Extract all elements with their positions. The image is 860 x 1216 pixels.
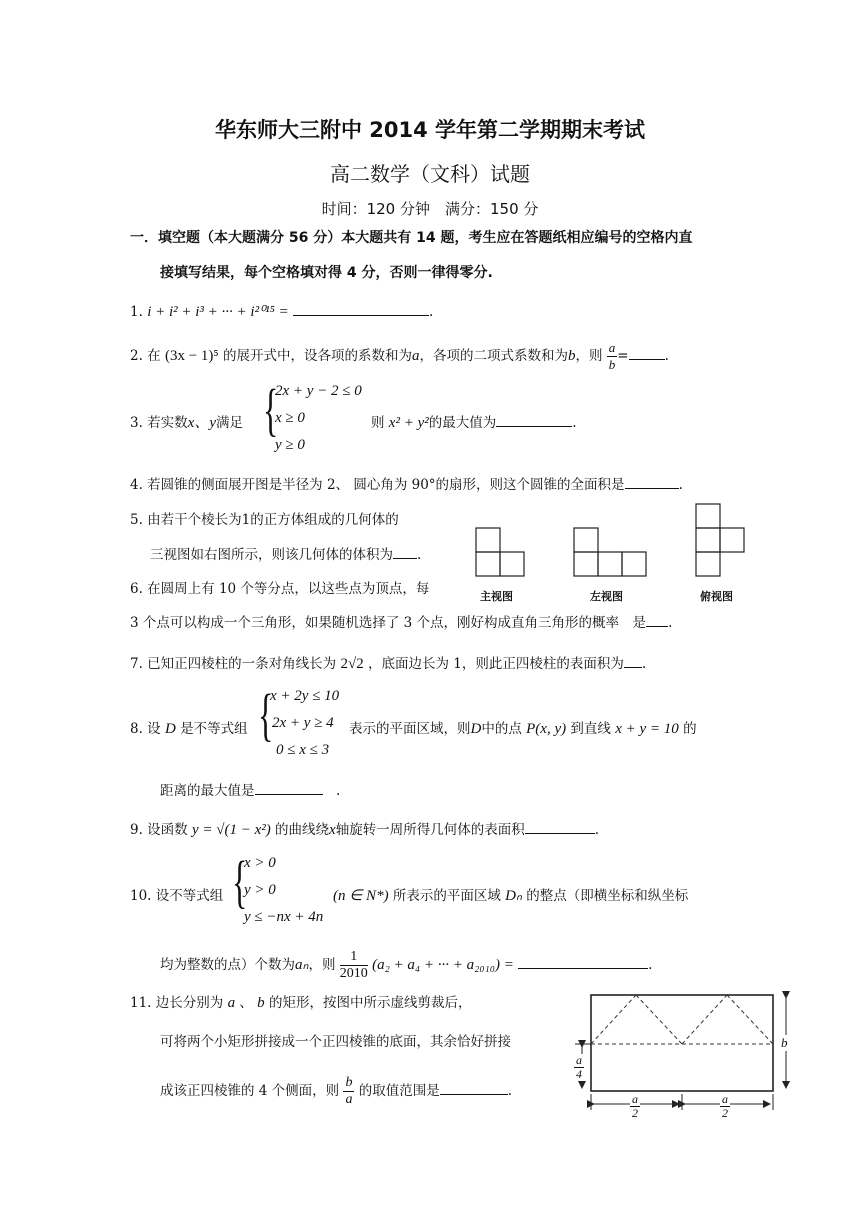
left-view-cell bbox=[622, 552, 646, 576]
answer-blank-4[interactable] bbox=[625, 474, 679, 489]
question-11-line3: 成该正四棱锥的 4 个侧面，则 $\frac{b}{a}$ 的取值范围是 . bbox=[160, 1075, 513, 1107]
time-info: 时间：120 分钟 满分：150 分 bbox=[321, 200, 539, 218]
question-3-tail: 则 x² + y²的最大值为 . bbox=[371, 411, 577, 432]
label-b: b bbox=[781, 1035, 788, 1050]
top-view-cell bbox=[696, 552, 720, 576]
front-view-cell bbox=[476, 552, 500, 576]
question-3-label: 3. 若实数x、y满足 bbox=[130, 415, 243, 431]
answer-blank-1[interactable] bbox=[293, 301, 429, 316]
answer-blank-5[interactable] bbox=[393, 544, 417, 559]
question-10-tail: (n ∈ N*) 所表示的平面区域 Dₙ 的整点（即横坐标和纵坐标 bbox=[333, 888, 689, 904]
fraction-a-over-b: $\frac{a}{b}$ bbox=[608, 340, 616, 372]
outer-rectangle bbox=[591, 995, 773, 1091]
answer-blank-3[interactable] bbox=[496, 412, 572, 427]
system-brace-10: { bbox=[232, 849, 248, 914]
top-view-cell bbox=[696, 504, 720, 528]
section-heading-line2: 接填写结果，每个空格填对得 4 分，否则一律得零分. bbox=[160, 265, 493, 281]
answer-blank-8[interactable] bbox=[255, 780, 323, 795]
rectangle-cut-figure bbox=[560, 988, 805, 1128]
question-8-label: 8. 设 D 是不等式组 bbox=[130, 721, 248, 737]
section-heading-line1: 一．填空题（本大题满分 56 分）本大题共有 14 题，考生应在答题纸相应编号的空格内直 bbox=[130, 230, 693, 246]
constraint-3-1: 2x + y − 2 ≤ 0 bbox=[275, 383, 362, 399]
question-6-line1: 6. 在圆周上有 10 个等分点，以这些点为顶点，每 bbox=[130, 581, 430, 597]
top-view-cell bbox=[696, 528, 720, 552]
answer-blank-9[interactable] bbox=[525, 819, 595, 834]
question-10-label: 10. 设不等式组 bbox=[130, 888, 224, 904]
question-2: 2. 在 (3x − 1)⁵ 的展开式中，设各项的系数和为a，各项的二项式系数和为b，则 $\frac{a}{b}$ = . bbox=[130, 340, 669, 372]
answer-blank-2[interactable] bbox=[629, 345, 665, 360]
question-8-tail: 表示的平面区域，则D中的点 P(x, y) 到直线 x + y = 10 的 bbox=[349, 721, 697, 737]
constraint-8-1: x + 2y ≤ 10 bbox=[270, 688, 340, 704]
left-view-cell bbox=[574, 552, 598, 576]
constraint-3-2: x ≥ 0 bbox=[275, 410, 305, 426]
answer-blank-10[interactable] bbox=[518, 954, 648, 969]
caption-front-view: 主视图 bbox=[480, 590, 513, 603]
dashed-cut-lines bbox=[591, 995, 773, 1044]
answer-blank-11[interactable] bbox=[440, 1080, 508, 1095]
answer-blank-7[interactable] bbox=[624, 653, 642, 668]
front-view-cell bbox=[476, 528, 500, 552]
constraint-8-2: 2x + y ≥ 4 bbox=[272, 715, 334, 731]
exam-title: 华东师大三附中 2014 学年第二学期期末考试 bbox=[214, 118, 646, 142]
left-view-cell bbox=[574, 528, 598, 552]
question-9: 9. 设函数 y = √(1 − x²) 的曲线绕x轴旋转一周所得几何体的表面积 . bbox=[130, 818, 599, 839]
constraint-10-2: y > 0 bbox=[244, 882, 276, 898]
label-half-a-left: $\frac{a}{2}$ bbox=[632, 1092, 638, 1120]
system-brace-8: { bbox=[258, 682, 274, 747]
question-6-line2: 3 个点可以构成一个三角形，如果随机选择了 3 个点，刚好构成直角三角形的概率 是 . bbox=[130, 611, 672, 631]
question-11-line1: 11. 边长分别为 a 、 b 的矩形，按图中所示虚线剪裁后， bbox=[130, 995, 472, 1011]
system-brace-3: { bbox=[263, 377, 279, 442]
exam-subtitle: 高二数学（文科）试题 bbox=[330, 162, 530, 186]
constraint-8-3: 0 ≤ x ≤ 3 bbox=[276, 742, 330, 758]
question-11-line2: 可将两个小矩形拼接成一个正四棱锥的底面，其余恰好拼接 bbox=[160, 1034, 511, 1050]
question-5-line1: 5. 由若干个棱长为1的正方体组成的几何体的 bbox=[130, 512, 399, 528]
constraint-10-1: x > 0 bbox=[244, 855, 276, 871]
question-4: 4. 若圆锥的侧面展开图是半径为 2、 圆心角为 90°的扇形，则这个圆锥的全面积是 . bbox=[130, 473, 683, 493]
question-7: 7. 已知正四棱柱的一条对角线长为 2√2 ，底面边长为 1，则此正四棱柱的表面积为 . bbox=[130, 652, 646, 673]
label-half-a-right: $\frac{a}{2}$ bbox=[722, 1092, 728, 1120]
front-view-cell bbox=[500, 552, 524, 576]
caption-left-view: 左视图 bbox=[590, 590, 623, 603]
constraint-3-3: y ≥ 0 bbox=[275, 437, 305, 453]
question-8-line2: 距离的最大值是 . bbox=[160, 779, 340, 799]
caption-top-view: 俯视图 bbox=[700, 590, 733, 603]
label-a-over-4: $\frac{a}{4}$ bbox=[576, 1053, 582, 1081]
fraction-b-over-a: $\frac{b}{a}$ bbox=[345, 1075, 353, 1107]
answer-blank-6[interactable] bbox=[646, 612, 668, 627]
question-5-line2: 三视图如右图所示，则该几何体的体积为 . bbox=[150, 543, 421, 563]
fraction-1-over-2010: $\frac{1}{2010}$ bbox=[339, 949, 368, 981]
top-view-cell bbox=[720, 528, 744, 552]
question-1: 1. i + i² + i³ + ··· + i²⁰¹⁵ = . bbox=[130, 301, 433, 321]
question-10-line2: 均为整数的点）个数为aₙ，则 $\frac{1}{2010}$ (a₂ + a₄ + ··· + a₂₀₁₀) = . bbox=[160, 949, 653, 981]
left-view-cell bbox=[598, 552, 622, 576]
constraint-10-3: y ≤ −nx + 4n bbox=[244, 909, 324, 925]
